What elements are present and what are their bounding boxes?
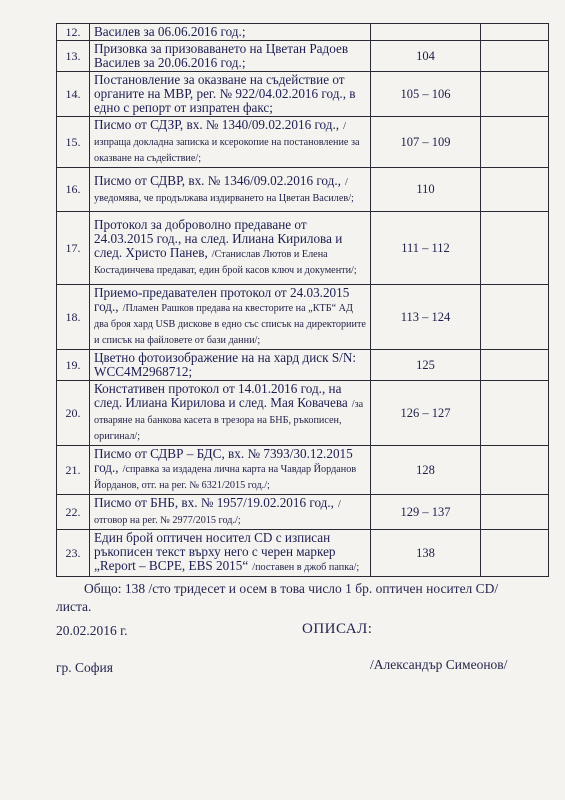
row-empty-cell bbox=[481, 41, 549, 72]
row-description-main: Писмо от СДВР, вх. № 1346/09.02.2016 год., bbox=[94, 172, 341, 188]
row-empty-cell bbox=[481, 446, 549, 495]
row-empty-cell bbox=[481, 530, 549, 577]
table-row bbox=[57, 285, 549, 350]
row-description-main: Един брой оптичен носител CD с изписан ръкописен текст върху него с черен маркер „Report – ВСРЕ, EBS 2015“ bbox=[94, 530, 336, 573]
row-number: 15. bbox=[57, 117, 90, 168]
row-number: 23. bbox=[57, 530, 90, 577]
row-pages: 138 bbox=[371, 530, 481, 577]
row-description-main: Протокол за доброволно предаване от 24.03.2015 год., на след. Илиана Кирилова и след. Христо Панев, bbox=[94, 217, 343, 260]
row-description-note: /поставен в джоб папка/; bbox=[252, 562, 360, 573]
row-description-note: /отговор на рег. № 2977/2015 год./; bbox=[94, 499, 341, 526]
row-empty-cell bbox=[481, 350, 549, 381]
table-row bbox=[57, 24, 549, 41]
row-pages: 104 bbox=[371, 41, 481, 72]
row-number: 12. bbox=[57, 24, 90, 41]
document-date: 20.02.2016 г. bbox=[56, 623, 128, 638]
table-row bbox=[57, 530, 549, 577]
row-empty-cell bbox=[481, 168, 549, 212]
row-description bbox=[90, 41, 371, 72]
row-description-note: /Пламен Рашков предава на квесторите на „КТБ“ АД два броя хард USB дискове в едно със списък на директориите и списък на файловете от бази данни/; bbox=[94, 303, 366, 346]
row-description-main: Цветно фотоизображение на на хард диск S/N: WCC4M2968712; bbox=[94, 350, 357, 379]
row-description-main: Писмо от БНБ, вх. № 1957/19.02.2016 год., bbox=[94, 495, 334, 510]
row-number: 20. bbox=[57, 381, 90, 446]
row-empty-cell bbox=[481, 285, 549, 350]
row-description-main: Писмо от СДЗР, вх. № 1340/09.02.2016 год., bbox=[94, 117, 340, 132]
row-pages: 129 – 137 bbox=[371, 495, 481, 530]
row-description-main: Писмо от СДВР – БДС, вх. № 7393/30.12.2015 год., bbox=[94, 446, 353, 475]
row-empty-cell bbox=[481, 495, 549, 530]
document-city: гр. София bbox=[56, 660, 113, 675]
row-number: 19. bbox=[57, 350, 90, 381]
row-empty-cell bbox=[481, 212, 549, 285]
row-description bbox=[90, 381, 371, 446]
row-number: 16. bbox=[57, 168, 90, 212]
row-empty-cell bbox=[481, 117, 549, 168]
row-description-main: Констативен протокол от 14.01.2016 год., на след. Илиана Кирилова и след. Мая Ковачева bbox=[94, 381, 348, 410]
row-number: 14. bbox=[57, 72, 90, 117]
inventory-table-body bbox=[57, 24, 549, 577]
table-row bbox=[57, 350, 549, 381]
row-pages: 125 bbox=[371, 350, 481, 381]
row-number: 18. bbox=[57, 285, 90, 350]
row-description bbox=[90, 72, 371, 117]
row-pages: 110 bbox=[371, 168, 481, 212]
row-description bbox=[90, 495, 371, 530]
row-description bbox=[90, 168, 371, 212]
row-pages: 128 bbox=[371, 446, 481, 495]
row-description bbox=[90, 530, 371, 577]
inventory-table bbox=[56, 23, 549, 577]
table-row bbox=[57, 117, 549, 168]
table-row bbox=[57, 41, 549, 72]
row-pages: 113 – 124 bbox=[371, 285, 481, 350]
row-description-main: Призовка за призоваването на Цветан Радоев Василев за 20.06.2016 год.; bbox=[94, 41, 349, 70]
row-empty-cell bbox=[481, 72, 549, 117]
signature-label: ОПИСАЛ: bbox=[302, 621, 373, 637]
row-description bbox=[90, 350, 371, 381]
row-description bbox=[90, 24, 371, 41]
row-pages: 111 – 112 bbox=[371, 212, 481, 285]
table-row bbox=[57, 381, 549, 446]
row-empty-cell bbox=[481, 381, 549, 446]
row-number: 21. bbox=[57, 446, 90, 495]
row-number: 22. bbox=[57, 495, 90, 530]
row-description bbox=[90, 446, 371, 495]
table-row bbox=[57, 212, 549, 285]
row-number: 17. bbox=[57, 212, 90, 285]
row-pages: 105 – 106 bbox=[371, 72, 481, 117]
row-description bbox=[90, 212, 371, 285]
row-description-note: /справка за издадена лична карта на Чавдар Йорданов Йорданов, отг. на рег. № 6321/2015 год./; bbox=[94, 464, 357, 491]
total-summary: Общо: 138 /сто тридесет и осем в това число 1 бр. оптичен носител CD/ листа. bbox=[56, 581, 499, 614]
table-row bbox=[57, 168, 549, 212]
row-description-note: /уведомява, че продължава издирването на Цветан Василев/; bbox=[94, 176, 354, 204]
row-pages: 126 – 127 bbox=[371, 381, 481, 446]
row-description-note: /Станислав Лютов и Елена Костадинчева предават, един брой касов ключ и документи/; bbox=[94, 249, 357, 276]
table-row bbox=[57, 495, 549, 530]
row-pages bbox=[371, 24, 481, 41]
row-description bbox=[90, 285, 371, 350]
signatory-name: /Александър Симеонов/ bbox=[370, 657, 508, 672]
row-empty-cell bbox=[481, 24, 549, 41]
row-description bbox=[90, 117, 371, 168]
table-row bbox=[57, 446, 549, 495]
row-description-note: /изпраща докладна записка и ксерокопие на постановление за оказване на съдействие/; bbox=[94, 121, 360, 164]
table-row bbox=[57, 72, 549, 117]
row-number: 13. bbox=[57, 41, 90, 72]
row-description-main: Приемо-предавателен протокол от 24.03.2015 год., bbox=[94, 285, 350, 314]
row-description-main: Василев за 06.06.2016 год.; bbox=[94, 24, 246, 39]
row-description-main: Постановление за оказване на съдействие от органите на МВР, рег. № 922/04.02.2016 год., в едно с репорт от изпратен факс; bbox=[94, 72, 356, 115]
row-description-note: /за отваряне на банкова касета в трезора на БНБ, ръкописен, оригинал/; bbox=[94, 399, 364, 442]
row-pages: 107 – 109 bbox=[371, 117, 481, 168]
